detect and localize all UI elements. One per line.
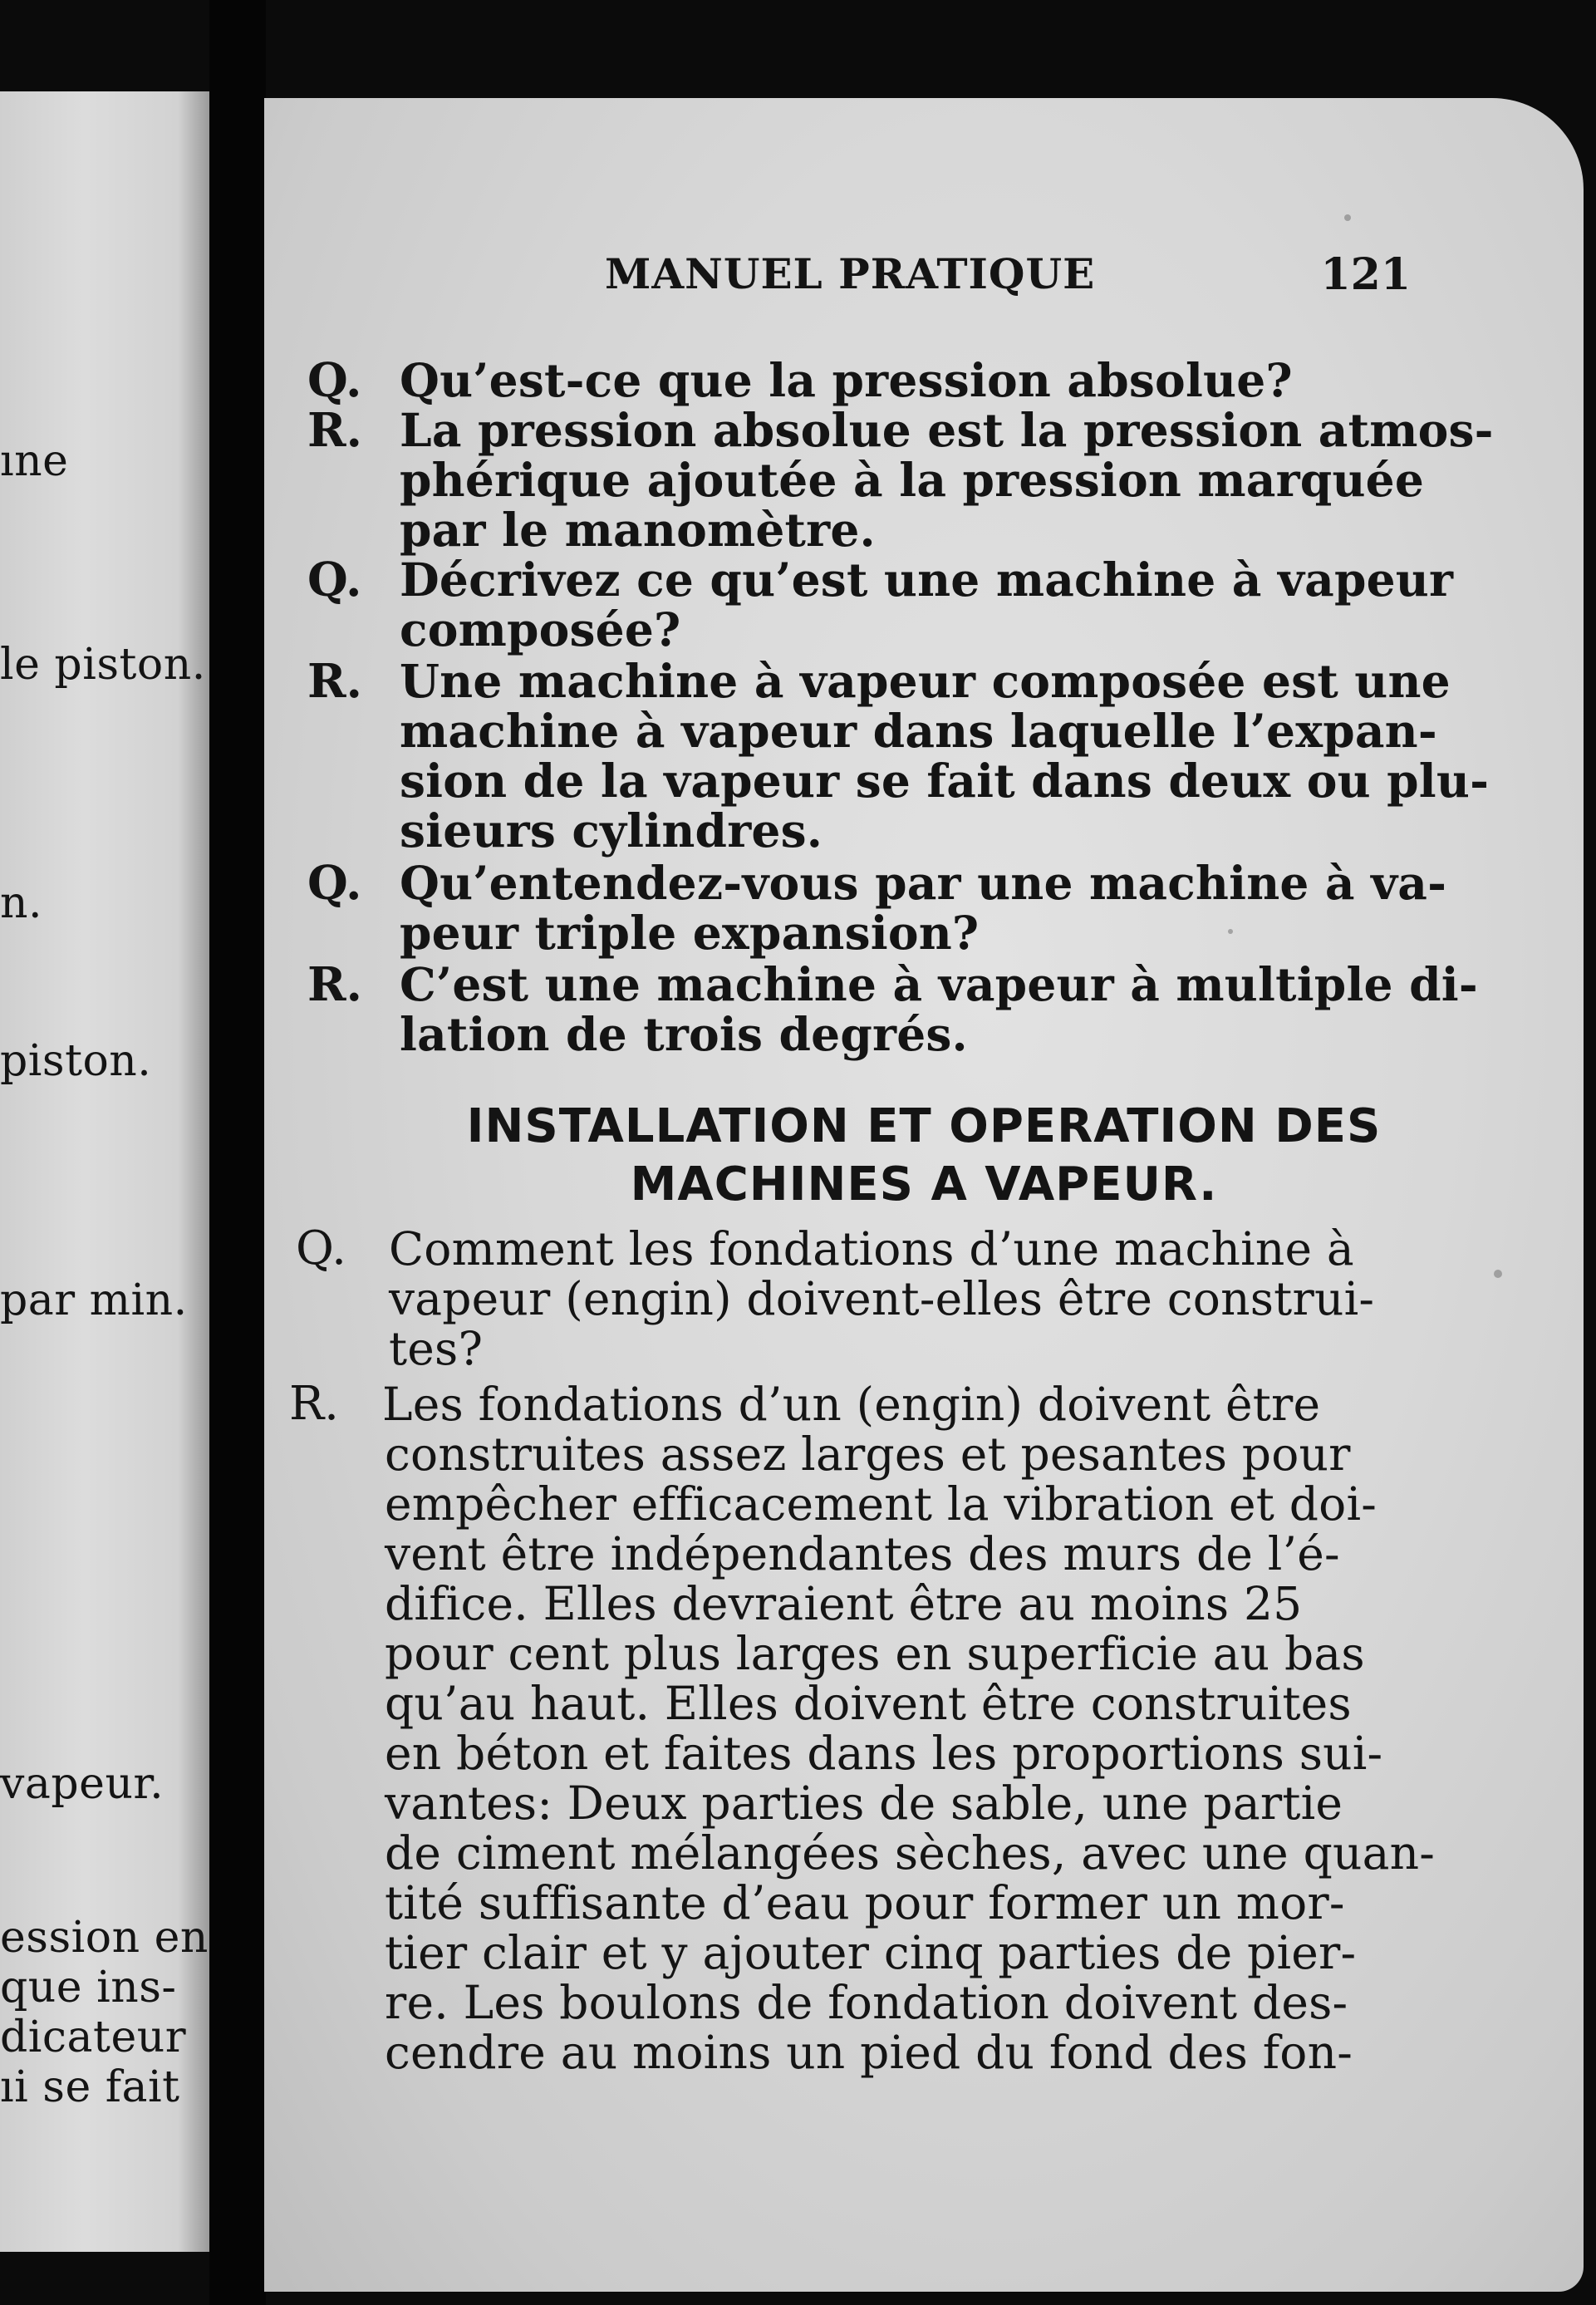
- question-marker: Q.: [307, 856, 362, 911]
- answer-line: tité suffisante d’eau pour former un mor-: [385, 1876, 1345, 1929]
- left-fragment-line: ıne: [0, 436, 69, 486]
- answer-marker: R.: [307, 403, 363, 458]
- page-number: 121: [1320, 249, 1411, 300]
- question-marker: Q.: [307, 353, 362, 408]
- left-fragment-line: le piston.: [0, 640, 206, 690]
- answer-line: phérique ajoutée à la pression marquée: [400, 453, 1425, 507]
- question-marker: Q.: [307, 553, 362, 607]
- question-line: peur triple expansion?: [400, 906, 980, 960]
- answer-line: vantes: Deux parties de sable, une partie: [385, 1777, 1343, 1830]
- answer-line: par le manomètre.: [400, 503, 876, 557]
- answer-line: difice. Elles devraient être au moins 25: [385, 1577, 1303, 1630]
- section-heading-line-1: INSTALLATION ET OPERATION DES: [466, 1099, 1382, 1153]
- left-fragment-line: piston.: [0, 1036, 152, 1086]
- answer-line: Une machine à vapeur composée est une: [400, 654, 1451, 708]
- answer-line: Les fondations d’un (engin) doivent être: [382, 1378, 1321, 1431]
- answer-line: cendre au moins un pied du fond des fon-: [385, 2026, 1353, 2079]
- left-fragment-line: que ins-: [0, 1963, 177, 2013]
- answer-marker: R.: [289, 1377, 339, 1431]
- left-fragment-line: ession en: [0, 1913, 209, 1963]
- question-line: Qu’entendez-vous par une machine à va-: [400, 856, 1447, 910]
- left-fragment-line: dicateur: [0, 2013, 187, 2062]
- book-gutter: [209, 0, 266, 2305]
- left-fragment-line: ıi se fait: [0, 2062, 180, 2112]
- answer-marker: R.: [307, 957, 363, 1012]
- answer-line: La pression absolue est la pression atmos-: [400, 403, 1494, 457]
- answer-line: machine à vapeur dans laquelle l’expan-: [400, 704, 1437, 758]
- question-line: vapeur (engin) doivent-elles être construi-: [389, 1272, 1375, 1325]
- answer-line: pour cent plus larges en superficie au bas: [385, 1627, 1365, 1680]
- answer-line: qu’au haut. Elles doivent être construites: [385, 1677, 1352, 1730]
- question-line: Qu’est-ce que la pression absolue?: [400, 353, 1293, 407]
- answer-line: de ciment mélangées sèches, avec une quan-: [385, 1826, 1436, 1880]
- section-heading-line-2: MACHINES A VAPEUR.: [630, 1157, 1218, 1211]
- paper-speck: [1494, 1270, 1502, 1278]
- answer-line: lation de trois degrés.: [400, 1007, 968, 1061]
- answer-line: sion de la vapeur se fait dans deux ou plu-: [400, 754, 1490, 808]
- question-line: composée?: [400, 602, 681, 656]
- answer-line: empêcher efficacement la vibration et doi-: [385, 1477, 1377, 1531]
- answer-line: construites assez larges et pesantes pour: [385, 1428, 1351, 1481]
- question-line: Décrivez ce qu’est une machine à vapeur: [400, 553, 1454, 607]
- question-line: tes?: [389, 1322, 484, 1375]
- paper-speck: [1344, 214, 1351, 221]
- answer-line: tier clair et y ajouter cinq parties de pier-: [385, 1926, 1357, 1979]
- answer-line: C’est une machine à vapeur à multiple di-: [400, 957, 1478, 1011]
- answer-line: en béton et faites dans les proportions sui-: [385, 1727, 1383, 1780]
- paper-speck: [1228, 929, 1233, 934]
- answer-line: sieurs cylindres.: [400, 804, 823, 858]
- left-fragment-line: par min.: [0, 1275, 188, 1325]
- question-marker: Q.: [296, 1221, 346, 1275]
- previous-page-fragment: [0, 91, 209, 2252]
- left-fragment-line: n.: [0, 878, 43, 928]
- running-title: MANUEL PRATIQUE: [605, 249, 1096, 298]
- answer-line: vent être indépendantes des murs de l’é-: [385, 1527, 1340, 1580]
- answer-line: re. Les boulons de fondation doivent des-: [385, 1976, 1348, 2029]
- book-page: [264, 98, 1584, 2292]
- left-fragment-line: vapeur.: [0, 1759, 165, 1809]
- answer-marker: R.: [307, 654, 363, 709]
- question-line: Comment les fondations d’une machine à: [389, 1222, 1354, 1275]
- running-header: [605, 249, 1436, 307]
